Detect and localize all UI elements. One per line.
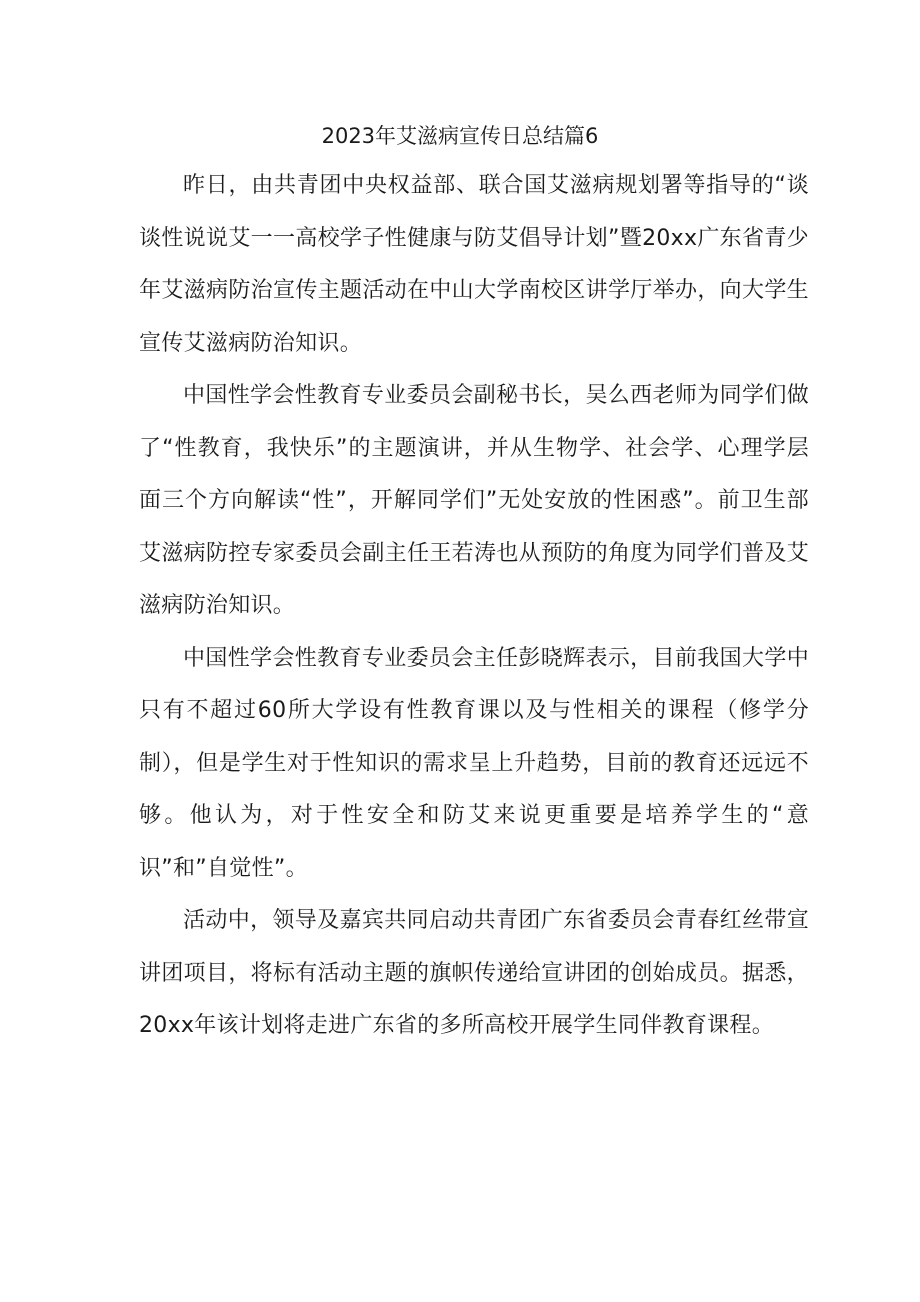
paragraph: 昨日，由共青团中央权益部、联合国艾滋病规划署等指导的“谈谈性说说艾一一高校学子性健康与防艾倡导计划”暨20xx广东省青少年艾滋病防治宣传主题活动在中山大学南校区讲学厅举办，向大学生宣传艾滋病防治知识。: [139, 173, 809, 356]
document-body: [139, 160, 809, 1053]
paragraph: 中国性学会性教育专业委员会副秘书长，吴么西老师为同学们做了“性教育，我快乐”的主题演讲，并从生物学、社会学、心理学层面三个方向解读“性”，开解同学们”无处安放的性困惑”。前卫生部艾滋病防控专家委员会副主任王若涛也从预防的角度为同学们普及艾滋病防治知识。: [139, 383, 809, 618]
paragraph: 中国性学会性教育专业委员会主任彭晓辉表示，目前我国大学中只有不超过60所大学设有性教育课以及与性相关的课程（修学分制），但是学生对于性知识的需求呈上升趋势，目前的教育还远远不够。他认为，对于性安全和防艾来说更重要是培养学生的“意识”和”自觉性”。: [139, 645, 809, 881]
paragraph: 活动中，领导及嘉宾共同启动共青团广东省委员会青春红丝带宣讲团项目，将标有活动主题的旗帜传递给宣讲团的创始成员。据悉，20xx年该计划将走进广东省的多所高校开展学生同伴教育课程。: [139, 908, 809, 1038]
document-title: 2023年艾滋病宣传日总结篇6: [321, 124, 599, 148]
